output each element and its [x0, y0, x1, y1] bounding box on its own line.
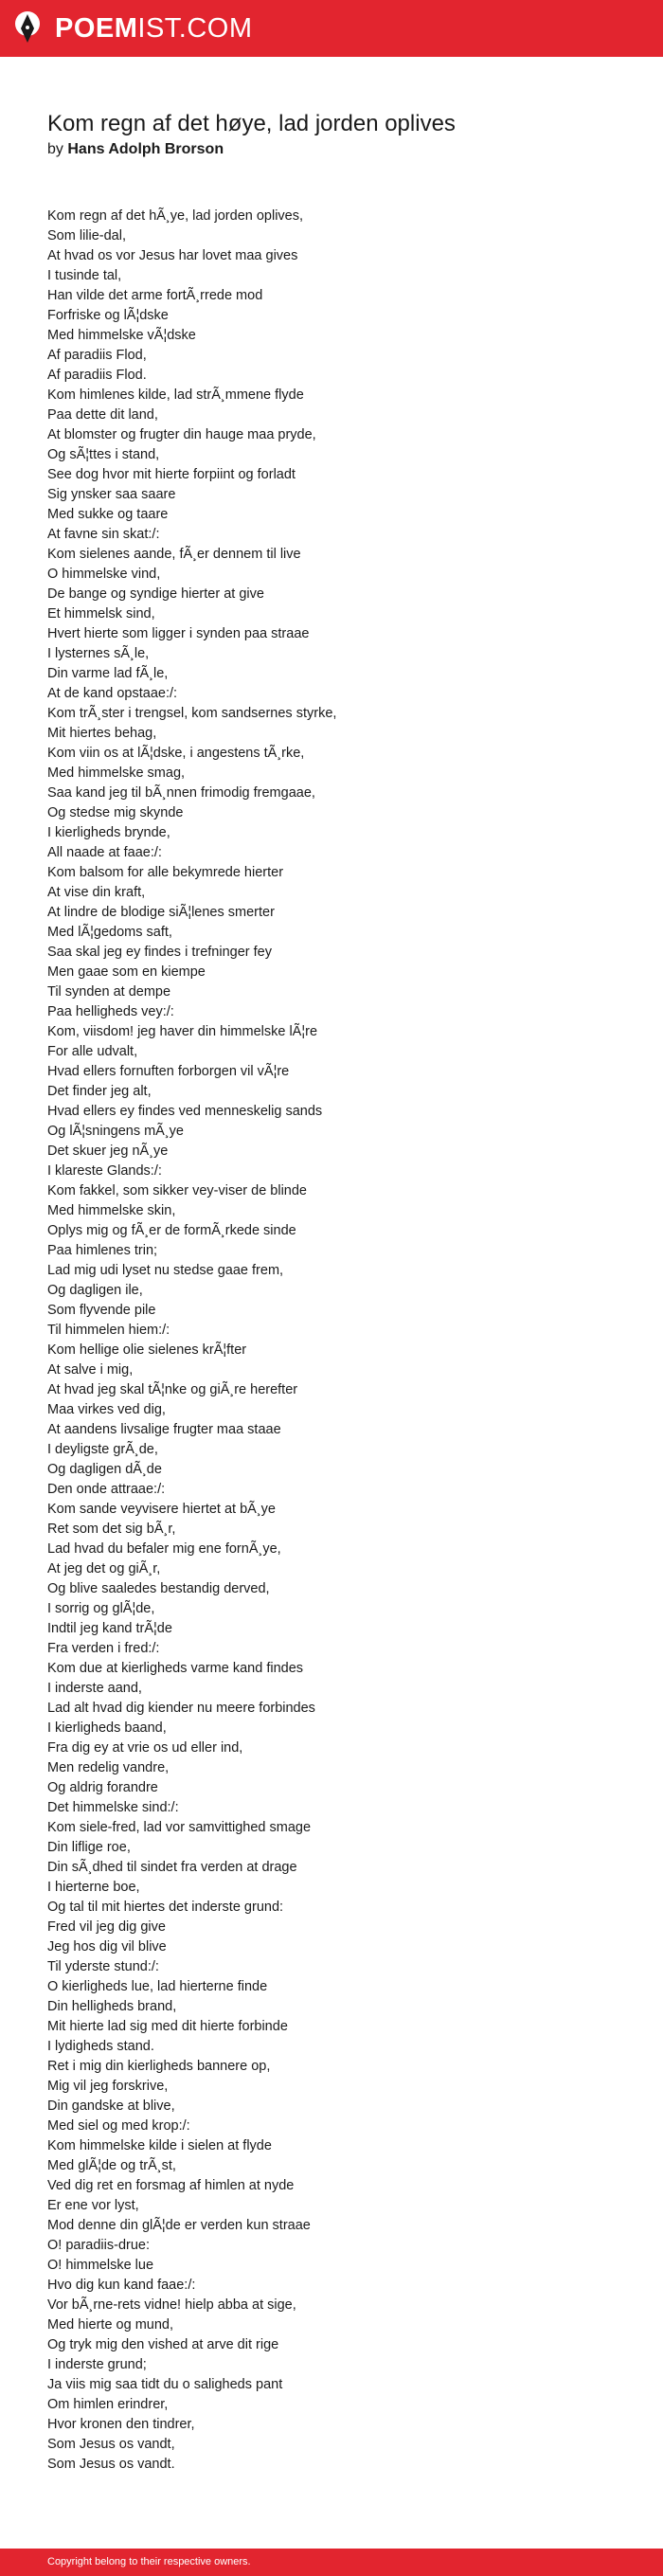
byline: [47, 139, 224, 160]
copyright-text: Copyright belong to their respective owners.: [47, 2556, 251, 2567]
poem-line: Med himmelske smag,: [47, 766, 186, 781]
poem-line: I kierligheds brynde,: [47, 825, 170, 840]
poem-line: I lydigheds stand.: [47, 2039, 154, 2054]
poem-line: Kom, viisdom! jeg haver din himmelske lÃ¦re: [47, 1024, 318, 1039]
poem-line: Som Jesus os vandt,: [47, 2437, 175, 2452]
poem-line: Med sukke og taare: [47, 507, 169, 522]
poem-line: Om himlen erindrer,: [47, 2397, 169, 2412]
poem-line: O kierligheds lue, lad hierterne finde: [47, 1979, 268, 1994]
poem-line: Kom fakkel, som sikker vey-viser de blinde: [47, 1183, 307, 1198]
poem-line: Sig ynsker saa saare: [47, 487, 176, 502]
poem-line: Og dagligen dÃ¸de: [47, 1462, 162, 1477]
poem-line: Af paradiis Flod,: [47, 348, 147, 363]
poem-line: Med himmelske skin,: [47, 1203, 176, 1218]
poem-line: Ret i mig din kierligheds bannere op,: [47, 2059, 271, 2074]
poem-line: Kom sande veyvisere hiertet at bÃ¸ye: [47, 1502, 276, 1517]
poem-line: Fra verden i fred:/:: [47, 1641, 160, 1656]
poem-line: Paa dette dit land,: [47, 407, 158, 423]
pen-nib-icon[interactable]: [15, 11, 40, 45]
poem-line: Han vilde det arme fortÃ¸rrede mod: [47, 288, 263, 303]
poem-line: At jeg det og giÃ¸r,: [47, 1561, 161, 1576]
poem-line: Oplys mig og fÃ¸er de formÃ¸rkede sinde: [47, 1223, 296, 1238]
poem-line: Med glÃ¦de og trÃ¸st,: [47, 2158, 176, 2173]
poem-line: Men redelig vandre,: [47, 1760, 170, 1775]
poem-line: Og stedse mig skynde: [47, 805, 184, 820]
poem-line: Din liflige roe,: [47, 1840, 131, 1855]
poem-line: I inderste aand,: [47, 1681, 142, 1696]
poem-line: Kom regn af det hÃ¸ye, lad jorden oplives,: [47, 208, 304, 224]
poem-line: Jeg hos dig vil blive: [47, 1939, 167, 1955]
poem-line: Kom viin os at lÃ¦dske, i angestens tÃ¸rke,: [47, 746, 305, 761]
poem-line: Kom balsom for alle bekymrede hierter: [47, 865, 284, 880]
poem-line: I hierterne boe,: [47, 1880, 140, 1895]
poem-line: At salve i mig,: [47, 1362, 134, 1378]
poem-line: Lad alt hvad dig kiender nu meere forbindes: [47, 1701, 315, 1716]
poem-line: Mod denne din glÃ¦de er verden kun straae: [47, 2218, 311, 2233]
poem-line: Og sÃ¦ttes i stand,: [47, 447, 160, 462]
poem-line: Det finder jeg alt,: [47, 1084, 152, 1099]
poem-line: All naade at faae:/:: [47, 845, 162, 860]
poem-line: Og lÃ¦sningens mÃ¸ye: [47, 1124, 184, 1139]
poem-line: Det skuer jeg nÃ¸ye: [47, 1144, 169, 1159]
poem-line: Saa skal jeg ey findes i trefninger fey: [47, 945, 272, 960]
poem-line: Fra dig ey at vrie os ud eller ind,: [47, 1740, 243, 1756]
poem-line: Og dagligen ile,: [47, 1283, 143, 1298]
poem-line: Med lÃ¦gedoms saft,: [47, 925, 172, 940]
poem-line: Kom himmelske kilde i sielen at flyde: [47, 2138, 272, 2153]
poem-line: Mig vil jeg forskrive,: [47, 2079, 169, 2094]
poem-line: Kom trÃ¸ster i trengsel, kom sandsernes styrke,: [47, 706, 337, 721]
poem-line: Indtil jeg kand trÃ¦de: [47, 1621, 172, 1636]
poem-line: Kom hellige olie sielenes krÃ¦fter: [47, 1342, 247, 1358]
poem-line: Med siel og med krop:/:: [47, 2118, 190, 2134]
poem-line: Ret som det sig bÃ¸r,: [47, 1522, 176, 1537]
poem-line: Hvert hierte som ligger i synden paa straae: [47, 626, 310, 641]
poem-line: Med himmelske vÃ¦dske: [47, 328, 196, 343]
poem-line: Med hierte og mund,: [47, 2317, 173, 2333]
poem-line: Af paradiis Flod.: [47, 368, 147, 383]
poem-title: Kom regn af det høye, lad jorden oplives: [47, 111, 456, 136]
poem-line: At lindre de blodige siÃ¦lenes smerter: [47, 905, 275, 920]
poem-line: Kom sielenes aande, fÃ¸er dennem til live: [47, 547, 301, 562]
poem-line: At blomster og frugter din hauge maa pryde,: [47, 427, 316, 442]
poem-line: Kom due at kierligheds varme kand findes: [47, 1661, 304, 1676]
poem-line: Paa helligheds vey:/:: [47, 1004, 174, 1019]
poem-line: Kom himlenes kilde, lad strÃ¸mmene flyde: [47, 387, 304, 403]
poem-line: Hvo dig kun kand faae:/:: [47, 2278, 196, 2293]
poem-line: Kom siele-fred, lad vor samvittighed smage: [47, 1820, 312, 1835]
byline-prefix: by: [47, 141, 63, 157]
poem-line: Til yderste stund:/:: [47, 1959, 159, 1974]
poem-line: Et himmelsk sind,: [47, 606, 155, 621]
poem-line: O! himmelske lue: [47, 2258, 154, 2273]
poem-line: Lad mig udi lyset nu stedse gaae frem,: [47, 1263, 284, 1278]
poem-line: See dog hvor mit hierte forpiint og forladt: [47, 467, 296, 482]
poem-line: At aandens livsalige frugter maa staae: [47, 1422, 281, 1437]
poem-line: Og tal til mit hiertes det inderste grund:: [47, 1900, 284, 1915]
site-logo[interactable]: [55, 12, 253, 45]
poem-line: Som Jesus os vandt.: [47, 2457, 175, 2472]
poem-line: I lysternes sÃ¸le,: [47, 646, 150, 661]
poem-line: Fred vil jeg dig give: [47, 1919, 166, 1935]
author-name[interactable]: Hans Adolph Brorson: [67, 141, 224, 157]
poem-line: Din varme lad fÃ¸le,: [47, 666, 169, 681]
poem-line: I sorrig og glÃ¦de,: [47, 1601, 155, 1616]
poem-line: Lad hvad du befaler mig ene fornÃ¸ye,: [47, 1541, 281, 1557]
poem-line: Forfriske og lÃ¦dske: [47, 308, 169, 323]
poem-line: At favne sin skat:/:: [47, 527, 160, 542]
poem-line: Og blive saaledes bestandig derved,: [47, 1581, 270, 1596]
poem-line: At vise din kraft,: [47, 885, 146, 900]
poem-line: Er ene vor lyst,: [47, 2198, 139, 2213]
poem-line: Som lilie-dal,: [47, 228, 126, 243]
poem-line: Til synden at dempe: [47, 984, 171, 1000]
site-header: [0, 0, 663, 57]
poem-line: Til himmelen hiem:/:: [47, 1323, 170, 1338]
poem-line: Og tryk mig den vished at arve dit rige: [47, 2337, 279, 2352]
poem-line: Hvad ellers fornuften forborgen vil vÃ¦re: [47, 1064, 290, 1079]
poem-line: At hvad jeg skal tÃ¦nke og giÃ¸re herefter: [47, 1382, 298, 1397]
poem-line: For alle udvalt,: [47, 1044, 138, 1059]
poem-line: Maa virkes ved dig,: [47, 1402, 166, 1417]
poem-line: I kierligheds baand,: [47, 1720, 167, 1736]
poem-line: O himmelske vind,: [47, 567, 161, 582]
poem-line: Din sÃ¸dhed til sindet fra verden at drage: [47, 1860, 297, 1875]
poem-line: Mit hierte lad sig med dit hierte forbinde: [47, 2019, 288, 2034]
poem-line: Hvor kronen den tindrer,: [47, 2417, 195, 2432]
poem-line: Og aldrig forandre: [47, 1780, 158, 1795]
poem-line: Ja viis mig saa tidt du o saligheds pant: [47, 2377, 283, 2392]
poem-line: Mit hiertes behag,: [47, 726, 157, 741]
poem-line: De bange og syndige hierter at give: [47, 586, 264, 602]
poem-line: I tusinde tal,: [47, 268, 122, 283]
logo-bold-text: POEM: [55, 13, 138, 44]
poem-line: Paa himlenes trin;: [47, 1243, 158, 1258]
poem-line: Din gandske at blive,: [47, 2099, 175, 2114]
site-footer: [0, 2549, 663, 2576]
poem-line: Det himmelske sind:/:: [47, 1800, 179, 1815]
poem-line: I klareste Glands:/:: [47, 1163, 162, 1179]
poem-line: Saa kand jeg til bÃ¸nnen frimodig fremgaae,: [47, 785, 315, 801]
poem-line: Som flyvende pile: [47, 1303, 156, 1318]
poem-line: At de kand opstaae:/:: [47, 686, 178, 701]
poem-line: Vor bÃ¸rne-rets vidne! hielp abba at sige,: [47, 2297, 296, 2313]
poem-line: Men gaae som en kiempe: [47, 964, 206, 980]
poem-body: [47, 207, 635, 2475]
poem-line: Din helligheds brand,: [47, 1999, 177, 2014]
poem-line: Den onde attraae:/:: [47, 1482, 166, 1497]
logo-rest-text: IST.COM: [137, 13, 253, 44]
poem-line: At hvad os vor Jesus har lovet maa gives: [47, 248, 298, 263]
poem-line: I deyligste grÃ¸de,: [47, 1442, 158, 1457]
poem-line: Ved dig ret en forsmag af himlen at nyde: [47, 2178, 295, 2193]
poem-line: I inderste grund;: [47, 2357, 147, 2372]
poem-line: Hvad ellers ey findes ved menneskelig sands: [47, 1104, 323, 1119]
poem-line: O! paradiis-drue:: [47, 2238, 150, 2253]
